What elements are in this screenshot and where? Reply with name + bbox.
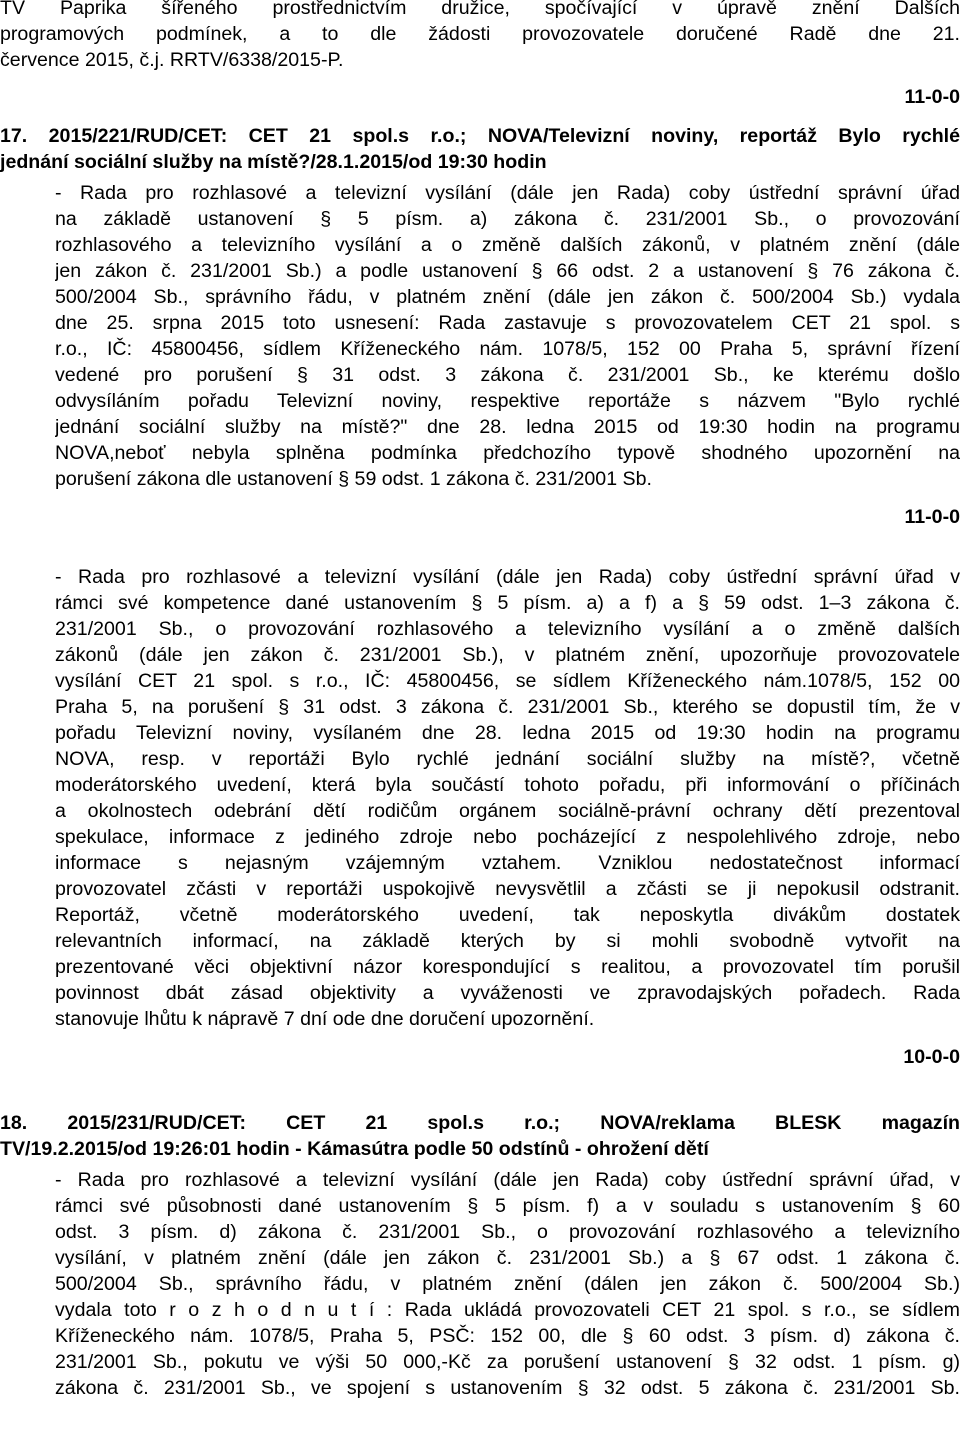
vote-result: 11-0-0 xyxy=(904,506,960,528)
item-18-para-line: vydala toto r o z h o d n u t í : Rada ukládá provozovateli CET 21 spol. s r.o., se sídlem xyxy=(55,1299,960,1321)
item-17-para2-line: provozovatel zčásti v reportáži uspokojivě nevysvětlil a zčásti se ji nepokusil odstranit. xyxy=(55,878,960,900)
item-17-para2-line: Praha 5, na porušení § 31 odst. 3 zákona č. 231/2001 Sb., kterého se dopustil tím, že v xyxy=(55,696,960,718)
item-17-para1-line: r.o., IČ: 45800456, sídlem Kříženeckého nám. 1078/5, 152 00 Praha 5, správní řízení xyxy=(55,338,960,360)
item-17-para1-line: - Rada pro rozhlasové a televizní vysílání (dále jen Rada) coby ústřední správní úřad xyxy=(55,182,960,204)
item-17-para2-line: zákonů (dále jen zákon č. 231/2001 Sb.), v platném znění, upozorňuje provozovatele xyxy=(55,644,960,666)
item-17-para2-line: a okolnostech odebrání dětí rodičům orgánem sociálně-právní ochrany dětí prezentoval xyxy=(55,800,960,822)
item-17-heading: jednání sociální služby na místě?/28.1.2015/od 19:30 hodin xyxy=(0,151,547,173)
item-17-para2-line: Reportáž, včetně moderátorského uvedení, tak neposkytla divákům dostatek xyxy=(55,904,960,926)
intro-line: TV Paprika šířeného prostřednictvím družice, spočívající v úpravě znění Dalších xyxy=(0,0,960,19)
item-17-para1-line: vedené pro porušení § 31 odst. 3 zákona č. 231/2001 Sb., ke kterému došlo xyxy=(55,364,960,386)
item-17-para1-line: NOVA,neboť nebyla splněna podmínka předchozího typově shodného upozornění na xyxy=(55,442,960,464)
item-18-para-line: 500/2004 Sb., správního řádu, v platném znění (dálen jen zákon č. 500/2004 Sb.) xyxy=(55,1273,960,1295)
item-18-heading: TV/19.2.2015/od 19:26:01 hodin - Kámasútra podle 50 odstínů - ohrožení dětí xyxy=(0,1138,709,1160)
item-17-para1-line: na základě ustanovení § 5 písm. a) zákona č. 231/2001 Sb., o provozování xyxy=(55,208,960,230)
item-17-para2-line: rámci své kompetence dané ustanovením § 5 písm. a) a f) a § 59 odst. 1–3 zákona č. xyxy=(55,592,960,614)
item-17-para2-line: 231/2001 Sb., o provozování rozhlasového a televizního vysílání a o změně dalších xyxy=(55,618,960,640)
item-17-para2-line: vysílání CET 21 spol. s r.o., IČ: 45800456, se sídlem Kříženeckého nám.1078/5, 152 00 xyxy=(55,670,960,692)
item-17-para1-line: porušení zákona dle ustanovení § 59 odst. 1 zákona č. 231/2001 Sb. xyxy=(55,468,652,490)
item-18-heading: 18. 2015/231/RUD/CET: CET 21 spol.s r.o.; NOVA/reklama BLESK magazín xyxy=(0,1112,960,1134)
item-17-para2-line: spekulace, informace z jediného zdroje nebo pocházející z nespolehlivého zdroje, nebo xyxy=(55,826,960,848)
item-17-heading: 17. 2015/221/RUD/CET: CET 21 spol.s r.o.; NOVA/Televizní noviny, reportáž Bylo rychlé xyxy=(0,125,960,147)
item-18-para-line: odst. 3 písm. d) zákona č. 231/2001 Sb., o provozování rozhlasového a televizního xyxy=(55,1221,960,1243)
intro-line: programových podmínek, a to dle žádosti provozovatele doručené Radě dne 21. xyxy=(0,23,960,45)
item-17-para2-line: stanovuje lhůtu k nápravě 7 dní ode dne doručení upozornění. xyxy=(55,1008,595,1030)
item-17-para2-line: NOVA, resp. v reportáži Bylo rychlé jednání sociální služby na místě?, včetně xyxy=(55,748,960,770)
item-17-para1-line: odvysíláním pořadu Televizní noviny, respektive reportáže s názvem "Bylo rychlé xyxy=(55,390,960,412)
item-17-para1-line: rozhlasového a televizního vysílání a o změně dalších zákonů, v platném znění (dále xyxy=(55,234,960,256)
intro-line: července 2015, č.j. RRTV/6338/2015-P. xyxy=(0,49,344,71)
vote-result: 11-0-0 xyxy=(904,86,960,108)
item-18-para-line: - Rada pro rozhlasové a televizní vysílání (dále jen Rada) coby ústřední správní úřad, v xyxy=(55,1169,960,1191)
item-17-para2-line: - Rada pro rozhlasové a televizní vysílání (dále jen Rada) coby ústřední správní úřad v xyxy=(55,566,960,588)
item-17-para1-line: 500/2004 Sb., správního řádu, v platném znění (dále jen zákon č. 500/2004 Sb.) vydala xyxy=(55,286,960,308)
item-17-para2-line: moderátorského uvedení, která byla součástí tohoto pořadu, při informování o příčinách xyxy=(55,774,960,796)
item-17-para2-line: informace s nejasným vzájemným vztahem. Vzniklou nedostatečnost informací xyxy=(55,852,960,874)
item-18-para-line: Kříženeckého nám. 1078/5, Praha 5, PSČ: 152 00, dle § 60 odst. 3 písm. d) zákona č. xyxy=(55,1325,960,1347)
vote-result: 10-0-0 xyxy=(903,1046,960,1068)
item-17-para2-line: pořadu Televizní noviny, vysílaném dne 28. ledna 2015 od 19:30 hodin na programu xyxy=(55,722,960,744)
item-17-para1-line: dne 25. srpna 2015 toto usnesení: Rada zastavuje s provozovatelem CET 21 spol. s xyxy=(55,312,960,334)
item-17-para2-line: prezentované věci objektivní názor korespondující s realitou, a provozovatel tím porušil xyxy=(55,956,960,978)
item-18-para-line: 231/2001 Sb., pokutu ve výši 50 000,-Kč za porušení ustanovení § 32 odst. 1 písm. g) xyxy=(55,1351,960,1373)
item-18-para-line: rámci své působnosti dané ustanovením § 5 písm. f) a v souladu s ustanovením § 60 xyxy=(55,1195,960,1217)
item-18-para-line: vysílání, v platném znění (dále jen zákon č. 231/2001 Sb.) a § 67 odst. 1 zákona č. xyxy=(55,1247,960,1269)
item-17-para2-line: relevantních informací, na základě kterých by si mohli svobodně vytvořit na xyxy=(55,930,960,952)
item-18-para-line: zákona č. 231/2001 Sb., ve spojení s ustanovením § 32 odst. 5 zákona č. 231/2001 Sb. xyxy=(55,1377,960,1399)
item-17-para2-line: povinnost dbát zásad objektivity a vyváženosti ve zpravodajských pořadech. Rada xyxy=(55,982,960,1004)
item-17-para1-line: jen zákon č. 231/2001 Sb.) a podle ustanovení § 66 odst. 2 a ustanovení § 76 zákona č. xyxy=(55,260,960,282)
item-17-para1-line: jednání sociální služby na místě?" dne 28. ledna 2015 od 19:30 hodin na programu xyxy=(55,416,960,438)
